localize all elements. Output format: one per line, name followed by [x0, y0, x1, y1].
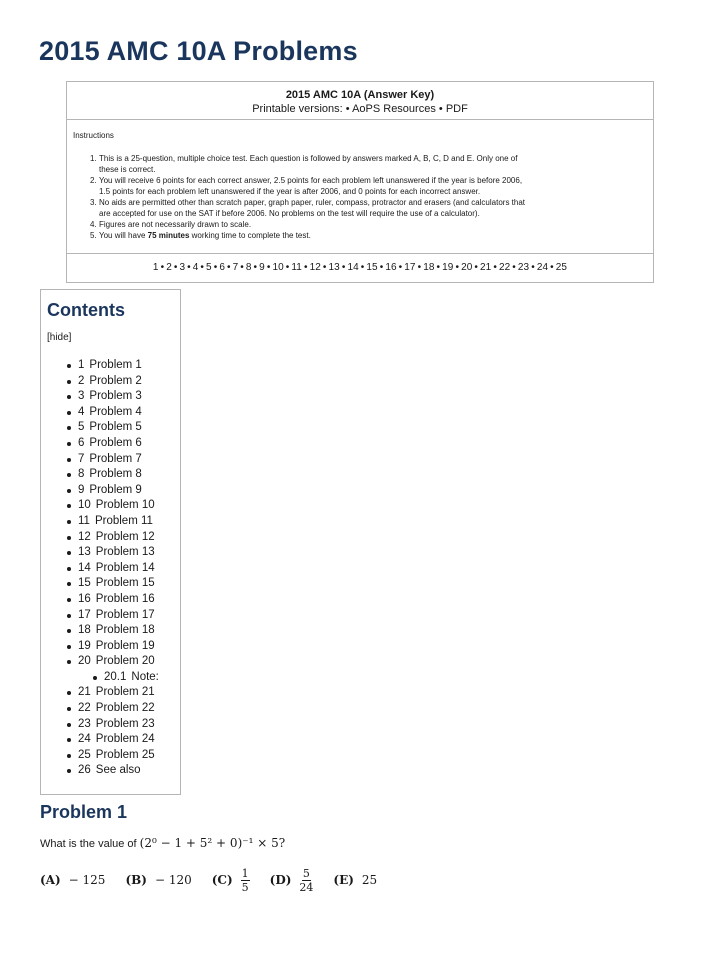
toc-hide-toggle[interactable]: [hide]	[47, 332, 72, 343]
bullet-icon	[67, 691, 71, 695]
toc-label: Problem 18	[95, 624, 155, 637]
toc-item	[47, 467, 180, 483]
nav-separator: •	[285, 262, 290, 273]
toc-link[interactable]	[78, 702, 155, 714]
bullet-icon	[67, 426, 71, 430]
toc-label: Problem 20	[95, 655, 155, 668]
instruction-emphasis: 75 minutes	[147, 231, 190, 240]
toc-label: Problem 16	[95, 592, 155, 605]
bullet-icon	[67, 567, 71, 571]
problem-link-5[interactable]: 5	[206, 262, 212, 273]
toc-heading: Contents	[47, 300, 125, 320]
toc-label: Problem 8	[89, 468, 142, 481]
toc-label: Problem 6	[89, 436, 142, 449]
bullet-icon	[67, 458, 71, 462]
toc-label: Problem 1	[89, 359, 142, 371]
answer-choice	[333, 873, 377, 887]
bullet-icon	[67, 536, 71, 540]
instruction-item	[90, 197, 647, 219]
choice-value: − 120	[154, 873, 192, 887]
problem-link-13[interactable]: 13	[328, 262, 340, 273]
problem-link-25[interactable]: 25	[555, 262, 568, 273]
toc-label: See also	[95, 764, 141, 777]
toc-label: Problem 2	[89, 374, 142, 387]
toc-item	[47, 389, 180, 405]
answer-choice	[125, 873, 191, 887]
toc-link[interactable]	[78, 468, 142, 480]
toc-label: Problem 10	[95, 499, 155, 512]
pdf-link[interactable]: PDF	[445, 103, 468, 115]
problem-link-10[interactable]: 10	[272, 262, 284, 273]
toc-number: 5	[78, 421, 85, 434]
instruction-number: 2.	[90, 176, 97, 185]
toc-link[interactable]	[78, 624, 155, 636]
toc-list	[47, 358, 180, 779]
instruction-item	[90, 153, 647, 175]
bullet-icon	[67, 520, 71, 524]
toc-link[interactable]	[78, 515, 153, 527]
choice-label: (D)	[269, 873, 292, 887]
toc-label: Problem 23	[95, 717, 155, 730]
choice-fraction	[241, 867, 250, 894]
choice-value: 25	[361, 873, 378, 887]
bullet-icon	[67, 411, 71, 415]
toc-link[interactable]	[78, 593, 155, 605]
nav-separator: •	[173, 262, 178, 273]
toc-link[interactable]	[78, 718, 155, 730]
bullet-icon	[67, 489, 71, 493]
question-text: What is the value of	[40, 838, 140, 850]
instruction-line: Figures are not necessarily drawn to scale.	[99, 220, 252, 229]
toc-label: Problem 25	[95, 748, 155, 761]
toc-label: Problem 9	[89, 483, 142, 496]
instruction-line: This is a 25-question, multiple choice test. Each question is followed by answers marked A, B, C, D and E. Only one of	[99, 154, 518, 163]
toc-number: 17	[78, 608, 91, 621]
problem-link-15[interactable]: 15	[366, 262, 378, 273]
toc-label: Problem 22	[95, 702, 155, 715]
aops-resources-link[interactable]: AoPS Resources	[352, 103, 436, 115]
fraction-denominator: 5	[241, 880, 249, 894]
problem-link-7[interactable]: 7	[232, 262, 239, 273]
infobox-header	[67, 82, 653, 120]
problem-link-14[interactable]: 14	[347, 262, 359, 273]
page-title: 2015 AMC 10A Problems	[39, 36, 358, 66]
toc-label: Problem 21	[95, 686, 155, 699]
toc-label: Problem 5	[89, 421, 142, 434]
toc-item	[47, 685, 180, 701]
toc-item	[47, 530, 180, 546]
nav-separator: •	[341, 262, 346, 273]
toc-number: 22	[78, 702, 91, 715]
toc-label: Problem 15	[95, 577, 155, 590]
toc-label: Problem 24	[95, 733, 155, 746]
instruction-number: 5.	[90, 231, 97, 240]
answer-key-link[interactable]: (Answer Key)	[363, 89, 435, 101]
nav-separator: •	[200, 262, 205, 273]
nav-separator: •	[226, 262, 231, 273]
toc-number: 11	[78, 514, 90, 527]
instruction-number: 4.	[90, 220, 97, 229]
toc-item	[47, 452, 180, 468]
nav-separator: •	[160, 262, 165, 273]
instruction-line: No aids are permitted other than scratch paper, graph paper, ruler, compass, protractor and erasers (and calculators that	[99, 198, 526, 207]
nav-separator: •	[398, 262, 403, 273]
toc-number: 19	[78, 639, 91, 652]
printable-versions: Printable versions: • AoPS Resources • PDF	[252, 103, 468, 115]
bullet-icon	[67, 754, 71, 758]
infobox-title-main: 2015 AMC 10A	[285, 89, 361, 101]
instructions-list	[73, 153, 647, 241]
toc-item	[47, 545, 180, 561]
toc-link[interactable]	[78, 453, 142, 465]
toc-label: Problem 11	[94, 514, 153, 527]
problem-link-4[interactable]: 4	[192, 262, 199, 273]
toc-number: 16	[78, 592, 91, 605]
toc-number: 21	[78, 686, 91, 699]
toc-item	[47, 654, 180, 670]
toc-number: 13	[78, 546, 91, 559]
nav-separator: •	[493, 262, 497, 273]
toc-item	[47, 701, 180, 717]
toc-number: 4	[78, 405, 85, 418]
fraction-denominator: 24	[299, 880, 314, 894]
toc-item	[47, 639, 180, 655]
toc-label: Problem 13	[95, 546, 155, 559]
problem-link-2[interactable]: 2	[166, 262, 172, 273]
toc-item	[47, 670, 180, 686]
toc-number: 25	[78, 748, 91, 761]
toc-link[interactable]	[78, 686, 155, 698]
problem-link-16[interactable]: 16	[385, 262, 397, 273]
choice-fraction	[299, 867, 313, 894]
bullet-icon	[67, 504, 71, 508]
bullet-icon	[67, 769, 71, 773]
instruction-line: You will receive 6 points for each correct answer, 2.5 points for each problem left unanswered if the year is before 2006,	[99, 176, 523, 185]
problem-nav	[67, 254, 653, 282]
toc-link[interactable]	[78, 733, 155, 745]
bullet-icon	[67, 380, 71, 384]
nav-separator: •	[266, 262, 271, 273]
choice-value: − 125	[68, 873, 106, 887]
toc-link[interactable]	[78, 655, 155, 667]
toc-link[interactable]	[78, 577, 155, 589]
bullet-icon	[67, 723, 71, 727]
toc-number: 7	[78, 452, 85, 465]
bullet-icon	[67, 738, 71, 742]
bullet-icon	[67, 551, 71, 555]
problem-link-11[interactable]: 11	[291, 262, 302, 273]
toc-link[interactable]	[78, 499, 155, 511]
toc-number: 26	[78, 764, 91, 777]
toc-number: 6	[78, 436, 85, 449]
question-expression: (2⁰ − 1 + 5² + 0)⁻¹ × 5?	[139, 836, 286, 850]
toc-number: 24	[78, 733, 91, 746]
bullet-icon	[67, 473, 71, 477]
toc-label: Problem 3	[89, 390, 142, 403]
answer-choice	[212, 867, 250, 894]
printable-label: Printable versions:	[252, 103, 343, 115]
nav-separator: •	[436, 262, 441, 273]
toc-label: Problem 14	[95, 561, 155, 574]
instruction-line: 1.5 points for each problem left unanswered if the year is after 2006, and 0 points for each incorrect answer.	[99, 187, 481, 196]
toc-item	[47, 623, 180, 639]
problem-1-question	[40, 833, 285, 854]
choice-label: (E)	[333, 873, 354, 887]
bullet-icon	[67, 629, 71, 633]
nav-separator: •	[474, 262, 479, 273]
answer-choice	[40, 873, 105, 887]
toc-number: 10	[78, 499, 91, 512]
problem-link-24[interactable]: 24	[536, 262, 549, 273]
infobox-title	[67, 88, 653, 102]
toc-item	[47, 732, 180, 748]
answer-choices	[40, 860, 397, 900]
toc-link[interactable]	[78, 546, 155, 558]
instruction-item	[90, 219, 647, 230]
nav-separator: •	[322, 262, 327, 273]
toc-item	[47, 483, 180, 499]
toc-number: 18	[78, 624, 91, 637]
toc-item	[47, 358, 180, 374]
toc-link[interactable]	[78, 484, 142, 496]
toc-link[interactable]	[78, 406, 142, 418]
bullet-icon	[67, 598, 71, 602]
toc-link[interactable]	[78, 640, 155, 652]
toc-link[interactable]	[78, 390, 142, 402]
toc-link[interactable]	[78, 562, 155, 574]
problem-link-22[interactable]: 22	[498, 262, 511, 273]
instruction-line: are accepted for use on the SAT if before 2006. No problems on the test will require the use of a calculator).	[99, 209, 480, 218]
bullet-icon	[67, 442, 71, 446]
toc-label: Problem 19	[95, 639, 155, 652]
toc-item	[47, 608, 180, 624]
toc-link[interactable]	[78, 437, 142, 449]
instruction-item	[90, 230, 647, 241]
toc-item	[47, 763, 180, 779]
instruction-line: these is correct.	[99, 165, 156, 174]
toc-link[interactable]	[78, 764, 141, 776]
choice-label: (B)	[125, 873, 147, 887]
instruction-line	[99, 230, 647, 241]
nav-separator: •	[303, 262, 308, 273]
instruction-number: 3.	[90, 198, 97, 207]
problem-link-9[interactable]: 9	[259, 262, 265, 273]
toc-label: Problem 7	[89, 452, 142, 465]
nav-separator: •	[531, 262, 535, 273]
problem-link-3[interactable]: 3	[179, 262, 186, 273]
choice-label: (A)	[40, 873, 61, 887]
problem-link-8[interactable]: 8	[245, 262, 252, 273]
toc-label: Note:	[131, 670, 159, 683]
toc-number: 20.1	[104, 670, 127, 683]
toc-item	[47, 576, 180, 592]
toc-label: Problem 4	[89, 405, 142, 418]
toc-link[interactable]	[78, 749, 155, 761]
instructions-section	[67, 120, 653, 254]
instruction-number: 1.	[90, 154, 97, 163]
toc-number: 14	[78, 561, 91, 574]
nav-separator: •	[455, 262, 460, 273]
toc-number: 3	[78, 390, 85, 403]
toc-link[interactable]	[78, 375, 142, 387]
bullet-icon	[67, 395, 71, 399]
toc-link[interactable]	[78, 531, 155, 543]
problem-link-12[interactable]: 12	[309, 262, 321, 273]
bullet-icon	[67, 614, 71, 618]
nav-separator: •	[417, 262, 422, 273]
toc-link[interactable]	[78, 609, 155, 621]
toc-item	[47, 420, 180, 436]
toc-link[interactable]	[78, 359, 142, 371]
bullet-icon	[67, 364, 71, 368]
toc-item	[47, 748, 180, 764]
instructions-label: Instructions	[73, 131, 114, 140]
bullet-icon	[67, 660, 71, 664]
problem-link-18[interactable]: 18	[423, 262, 435, 273]
bullet-icon	[67, 707, 71, 711]
instruction-item	[90, 175, 647, 197]
toc-number: 15	[78, 577, 91, 590]
nav-separator: •	[360, 262, 365, 273]
nav-separator: •	[213, 262, 218, 273]
problem-link-1[interactable]: 1	[152, 262, 159, 273]
toc-label: Problem 17	[95, 608, 155, 621]
toc-number: 9	[78, 483, 85, 496]
fraction-numerator: 5	[302, 866, 310, 880]
toc-item	[47, 436, 180, 452]
toc-item	[47, 405, 180, 421]
nav-separator: •	[253, 262, 258, 273]
instruction-text: working time to complete the test.	[189, 231, 311, 240]
toc-link[interactable]	[104, 671, 159, 683]
nav-separator: •	[240, 262, 244, 273]
toc-number: 1	[78, 359, 85, 371]
bullet-icon	[67, 582, 71, 586]
toc-number: 23	[78, 717, 91, 730]
nav-separator: •	[512, 262, 516, 273]
toc-item	[47, 561, 180, 577]
problem-link-17[interactable]: 17	[404, 262, 416, 273]
fraction-numerator: 1	[241, 866, 249, 880]
table-of-contents	[40, 289, 181, 795]
nav-separator: •	[379, 262, 384, 273]
bullet-icon	[67, 645, 71, 649]
toc-item	[47, 592, 180, 608]
toc-number: 2	[78, 374, 85, 387]
test-infobox	[66, 81, 654, 283]
problem-link-6[interactable]: 6	[219, 262, 225, 273]
toc-label: Problem 12	[95, 530, 155, 543]
toc-item	[47, 374, 180, 390]
toc-item	[47, 498, 180, 514]
nav-separator: •	[187, 262, 191, 273]
toc-number: 12	[78, 530, 91, 543]
toc-number: 20	[78, 655, 91, 668]
toc-number: 8	[78, 468, 85, 481]
answer-choice	[270, 867, 314, 894]
problem-link-20[interactable]: 20	[461, 262, 473, 273]
problem-link-23[interactable]: 23	[517, 262, 530, 273]
bullet-icon	[93, 676, 97, 680]
choice-label: (C)	[211, 873, 233, 887]
problem-link-21[interactable]: 21	[480, 262, 492, 273]
toc-item	[47, 514, 180, 530]
toc-link[interactable]	[78, 421, 142, 433]
instruction-text: You will have	[99, 231, 148, 240]
nav-separator: •	[550, 262, 554, 273]
toc-item	[47, 717, 180, 733]
problem-link-19[interactable]: 19	[442, 262, 454, 273]
problem-1-heading: Problem 1	[40, 802, 128, 822]
